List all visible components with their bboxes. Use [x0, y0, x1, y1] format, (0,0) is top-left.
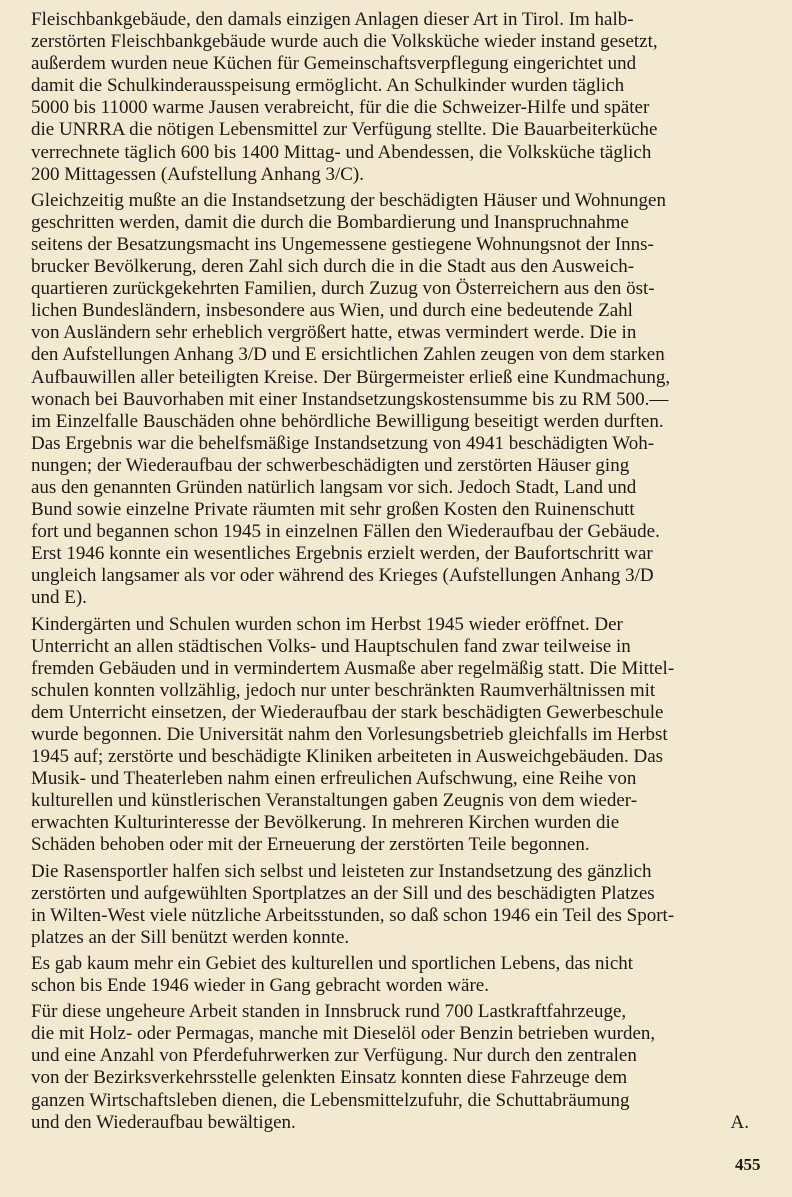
- text-line: 1945 auf; zerstörte und beschädigte Kliniken arbeiteten in Ausweichgebäuden. Das: [31, 746, 664, 768]
- text-line: verrechnete täglich 600 bis 1400 Mittag- und Abendessen, die Volksküche täglich: [31, 141, 652, 163]
- page-body: [31, 9, 767, 1134]
- text-line: und eine Anzahl von Pferdefuhrwerken zur Verfügung. Nur durch den zentralen: [31, 1045, 637, 1067]
- text-line: Es gab kaum mehr ein Gebiet des kulturellen und sportlichen Lebens, das nicht: [31, 952, 634, 974]
- closing-line: [31, 1112, 767, 1134]
- text-line: Für diese ungeheure Arbeit standen in Innsbruck rund 700 Lastkraftfahrzeuge,: [31, 1001, 627, 1023]
- paragraph: [31, 614, 767, 857]
- paragraph: [31, 9, 767, 186]
- text-line: Aufbauwillen aller beteiligten Kreise. Der Bürgermeister erließ eine Kundmachung,: [31, 366, 671, 388]
- paragraph: [31, 861, 767, 949]
- paragraph: [31, 190, 767, 610]
- text-column: [31, 9, 767, 1134]
- text-line: kulturellen und künstlerischen Veranstaltungen gaben Zeugnis von dem wieder-: [31, 790, 638, 812]
- text-line: in Wilten-West viele nützliche Arbeitsstunden, so daß schon 1946 ein Teil des Sport-: [31, 904, 675, 926]
- text-line: nungen; der Wiederaufbau der schwerbeschädigten und zerstörten Häuser ging: [31, 454, 630, 476]
- text-line: Die Rasensportler halfen sich selbst und leisteten zur Instandsetzung des gänzlich: [31, 860, 652, 882]
- text-line: 5000 bis 11000 warme Jausen verabreicht, für die die Schweizer-Hilfe und später: [31, 97, 650, 119]
- text-line: Schäden behoben oder mit der Erneuerung der zerstörten Teile begonnen.: [31, 834, 590, 856]
- text-line: Kindergärten und Schulen wurden schon im Herbst 1945 wieder eröffnet. Der: [31, 613, 623, 635]
- text-line: Erst 1946 konnte ein wesentliches Ergebnis erzielt werden, der Baufortschritt war: [31, 543, 653, 565]
- text-line: von der Bezirksverkehrsstelle gelenkten Einsatz konnten diese Fahrzeuge dem: [31, 1067, 628, 1089]
- text-line: quartieren zurückgekehrten Familien, durch Zuzug von Österreichern aus den öst-: [31, 278, 655, 300]
- paragraph: [31, 953, 767, 997]
- text-line: platzes an der Sill benützt werden konnte.: [31, 926, 350, 948]
- page-number: 455: [735, 1155, 761, 1174]
- text-line: schon bis Ende 1946 wieder in Gang gebracht worden wäre.: [31, 975, 489, 997]
- text-line: aus den genannten Gründen natürlich langsam vor sich. Jedoch Stadt, Land und: [31, 476, 637, 498]
- text-line: Das Ergebnis war die behelfsmäßige Instandsetzung von 4941 beschädigten Woh-: [31, 432, 655, 454]
- author-signature: A.: [730, 1111, 749, 1133]
- text-line: im Einzelfalle Bauschäden ohne behördliche Bewilligung beseitigt werden durften.: [31, 410, 664, 432]
- text-line: geschritten werden, damit die durch die Bombardierung und Inanspruchnahme: [31, 211, 629, 233]
- text-line: lichen Bundesländern, insbesondere aus Wien, und durch eine bedeutende Zahl: [31, 300, 633, 322]
- text-line: brucker Bevölkerung, deren Zahl sich durch die in die Stadt aus den Ausweich-: [31, 256, 635, 278]
- text-line: die UNRRA die nötigen Lebensmittel zur Verfügung stellte. Die Bauarbeiterküche: [31, 119, 658, 141]
- text-line: dem Unterricht einsetzen, der Wiederaufbau der stark beschädigten Gewerbeschule: [31, 701, 664, 723]
- text-line: zerstörten Fleischbankgebäude wurde auch die Volksküche wieder instand gesetzt,: [31, 31, 658, 53]
- text-line: 200 Mittagessen (Aufstellung Anhang 3/C).: [31, 163, 364, 185]
- text-line: die mit Holz- oder Permagas, manche mit Dieselöl oder Benzin betrieben wurden,: [31, 1023, 656, 1045]
- text-line: außerdem wurden neue Küchen für Gemeinschaftsverpflegung eingerichtet und: [31, 53, 637, 75]
- text-line: und den Wiederaufbau bewältigen.: [31, 1111, 296, 1133]
- text-line: wurde begonnen. Die Universität nahm den Vorlesungsbetrieb gleichfalls im Herbst: [31, 724, 668, 745]
- text-line: zerstörten und aufgewühlten Sportplatzes an der Sill und des beschädigten Platzes: [31, 882, 655, 904]
- text-line: seitens der Besatzungsmacht ins Ungemessene gestiegene Wohnungsnot der Inns-: [31, 233, 654, 255]
- text-line: und E).: [31, 587, 87, 609]
- text-line: Unterricht an allen städtischen Volks- und Hauptschulen fand zwar teilweise in: [31, 635, 631, 657]
- text-line: Gleichzeitig mußte an die Instandsetzung der beschädigten Häuser und Wohnungen: [31, 189, 666, 211]
- text-line: schulen konnten vollzählig, jedoch nur unter beschränkten Raumverhältnissen mit: [31, 679, 656, 701]
- text-line: damit die Schulkinderausspeisung ermöglicht. An Schulkinder wurden täglich: [31, 75, 625, 97]
- text-line: erwachten Kulturinteresse der Bevölkerung. In mehreren Kirchen wurden die: [31, 812, 620, 834]
- text-line: Bund sowie einzelne Private räumten mit sehr großen Kosten den Ruinenschutt: [31, 499, 635, 521]
- text-line: fremden Gebäuden und in vermindertem Ausmaße aber regelmäßig statt. Die Mittel-: [31, 657, 675, 679]
- text-line: den Aufstellungen Anhang 3/D und E ersichtlichen Zahlen zeugen von dem starken: [31, 344, 665, 366]
- text-line: wonach bei Bauvorhaben mit einer Instandsetzungskostensumme bis zu RM 500.—: [31, 388, 669, 410]
- paragraph: [31, 1001, 767, 1134]
- text-line: Musik- und Theaterleben nahm einen erfreulichen Aufschwung, eine Reihe von: [31, 768, 637, 790]
- text-line: Fleischbankgebäude, den damals einzigen Anlagen dieser Art in Tirol. Im halb-: [31, 9, 634, 30]
- text-line: von Ausländern sehr erheblich vergrößert hatte, etwas vermindert werde. Die in: [31, 322, 637, 344]
- text-line: ganzen Wirtschaftsleben dienen, die Lebensmittelzufuhr, die Schuttabräumung: [31, 1089, 630, 1111]
- text-line: ungleich langsamer als vor oder während des Krieges (Aufstellungen Anhang 3/D: [31, 565, 654, 587]
- text-line: fort und begannen schon 1945 in einzelnen Fällen den Wiederaufbau der Gebäude.: [31, 521, 660, 543]
